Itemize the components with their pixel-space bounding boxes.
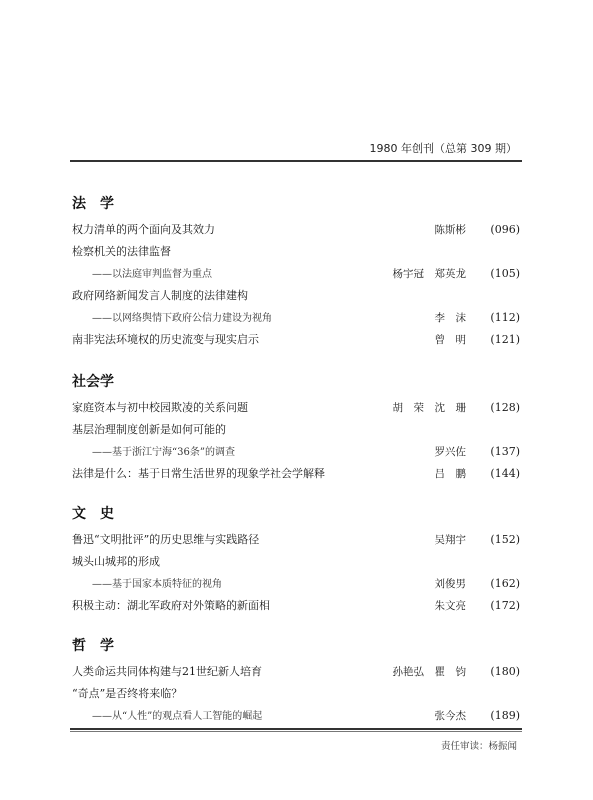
entry-title: 法律是什么：基于日常生活世界的现象学社会学解释 [72,467,325,480]
section-title: 社会学 [72,374,114,390]
toc-entry[interactable] [72,595,520,617]
entry-page: (112) [490,311,520,324]
toc-entry[interactable] [72,285,520,307]
entry-author: 曾 明 [434,334,466,346]
footer-rule [70,728,522,730]
entry-title: 鲁迅“文明批评”的历史思维与实践路径 [72,533,260,546]
entry-title: 基层治理制度创新是如何可能的 [72,423,226,436]
entry-page: (137) [490,445,520,458]
toc-entry[interactable] [72,463,520,485]
editor-line: 责任审读：杨振闻 [440,741,517,752]
entry-author: 吕 鹏 [434,468,466,480]
section-law [72,195,520,351]
toc-entry[interactable] [72,241,520,263]
toc-entry[interactable] [72,683,520,705]
issue-line: 1980 年创刊（总第 309 期） [369,142,517,155]
section-sociology [72,373,520,485]
section-history [72,505,520,617]
toc-entry[interactable] [72,661,520,683]
entry-author: 朱文亮 [434,600,466,612]
entry-page: (172) [490,599,520,612]
entry-title: 城头山城邦的形成 [72,555,160,568]
entry-page: (128) [490,401,520,414]
entry-page: (121) [490,333,520,346]
entry-title: 家庭资本与初中校园欺凌的关系问题 [72,401,248,414]
toc-entry[interactable] [72,419,520,441]
entry-page: (144) [490,467,520,480]
section-title: 文 史 [72,506,114,522]
toc-subentry[interactable] [72,263,520,285]
entry-page: (189) [490,709,520,722]
section-title: 哲 学 [72,638,114,654]
entry-page: (105) [490,267,520,280]
entry-page: (096) [490,223,520,236]
entry-page: (180) [490,665,520,678]
entry-title: 南非宪法环境权的历史流变与现实启示 [72,333,259,346]
entry-subtitle: ——基于国家本质特征的视角 [92,579,222,590]
section-philosophy [72,637,520,727]
entry-author: 杨宇冠 郑英龙 [392,268,466,280]
entry-author: 陈斯彬 [434,224,466,236]
entry-subtitle: ——从“人性”的观点看人工智能的崛起 [92,711,263,722]
entry-subtitle: ——以法庭审判监督为重点 [92,269,212,280]
entry-subtitle: ——以网络舆情下政府公信力建设为视角 [92,313,272,324]
entry-title: 政府网络新闻发言人制度的法律建构 [72,289,248,302]
entry-title: 权力清单的两个面向及其效力 [72,223,215,236]
entry-page: (162) [490,577,520,590]
entry-title: “奇点”是否终将来临？ [72,687,183,700]
header-rule [70,160,522,162]
toc-subentry[interactable] [72,307,520,329]
entry-author: 孙艳弘 瞿 钧 [392,666,466,678]
toc-entry[interactable] [72,397,520,419]
toc-entry[interactable] [72,529,520,551]
entry-author: 李 沫 [434,312,466,324]
toc-entry[interactable] [72,329,520,351]
toc-entry[interactable] [72,551,520,573]
entry-author: 张今杰 [434,710,466,722]
entry-title: 检察机关的法律监督 [72,245,171,258]
entry-subtitle: ——基于浙江宁海“36条”的调查 [92,447,235,458]
entry-author: 胡 荣 沈 珊 [392,402,466,414]
table-of-contents [72,195,520,727]
entry-author: 罗兴佐 [434,446,466,458]
entry-page: (152) [490,533,520,546]
toc-subentry[interactable] [72,573,520,595]
toc-subentry[interactable] [72,441,520,463]
toc-subentry[interactable] [72,705,520,727]
footer-rule-thin [70,731,522,732]
entry-author: 吴翔宇 [434,534,466,546]
section-title: 法 学 [72,196,114,212]
entry-author: 刘俊男 [434,578,466,590]
entry-title: 人类命运共同体构建与21世纪新人培育 [72,665,262,678]
entry-title: 积极主动：湖北军政府对外策略的新面相 [72,599,270,612]
toc-entry[interactable] [72,219,520,241]
